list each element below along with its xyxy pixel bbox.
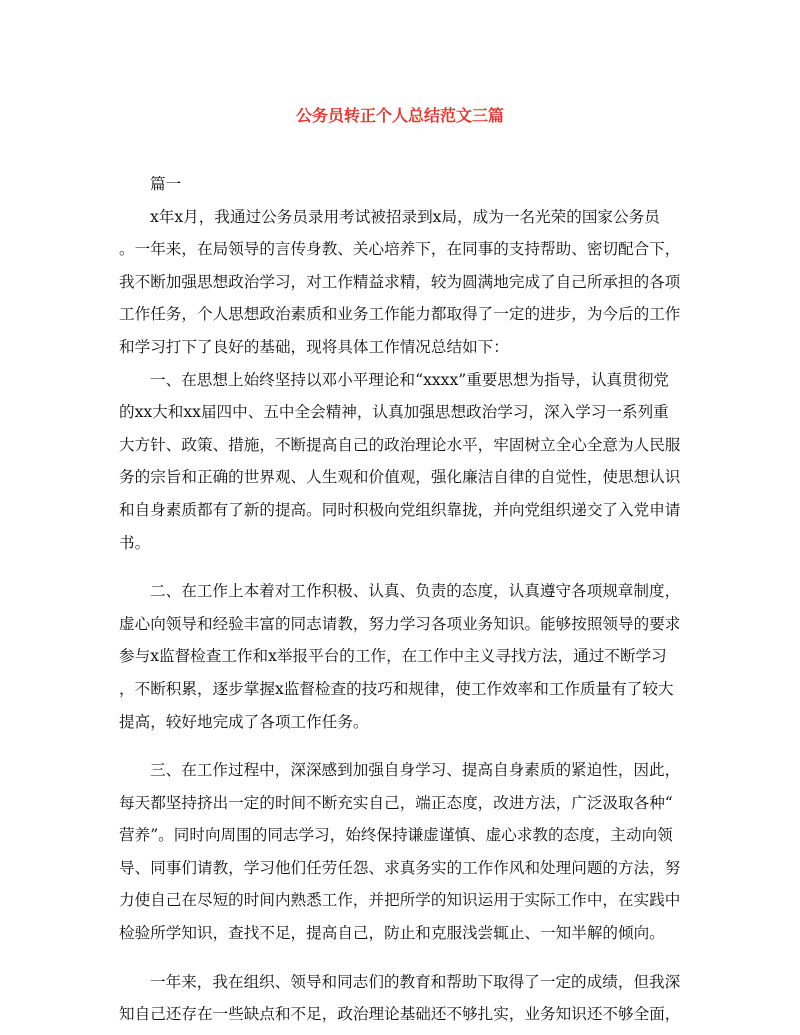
text-line: 虚心向领导和经验丰富的同志请教，努力学习各项业务知识。能够按照领导的要求 <box>119 614 681 633</box>
text-line: 三、在工作过程中，深深感到加强自身学习、提高自身素质的紧迫性，因此， <box>150 761 681 780</box>
text-line: 营养”。同时向周围的同志学习，始终保持谦虚谨慎、虚心求教的态度，主动向领 <box>119 826 673 845</box>
text-line: 大方针、政策、措施，不断提高自己的政治理论水平，牢固树立全心全意为人民服 <box>119 435 681 454</box>
text-line: 。一年来，在局领导的言传身教、关心培养下，在同事的支持帮助、密切配合下， <box>119 240 681 259</box>
text-line: x年x月，我通过公务员录用考试被招录到x局，成为一名光荣的国家公务员 <box>150 207 660 226</box>
text-line: 导、同事们请教，学习他们任劳任怨、求真务实的工作作风和处理问题的方法，努 <box>119 858 681 877</box>
text-line: 提高，较好地完成了各项工作任务。 <box>119 712 369 731</box>
text-line: 工作任务，个人思想政治素质和业务工作能力都取得了一定的进步，为今后的工作 <box>119 305 681 324</box>
text-line: ，不断积累，逐步掌握x监督检查的技巧和规律，使工作效率和工作质量有了较大 <box>119 679 674 698</box>
paragraph-gap <box>119 950 685 966</box>
text-line: 一年来，我在组织、领导和同志们的教育和帮助下取得了一定的成绩，但我深 <box>150 972 681 991</box>
text-line: 参与x监督检查工作和x举报平台的工作，在工作中主义寻找方法，通过不断学习 <box>119 647 667 666</box>
text-line: 我不断加强思想政治学习，对工作精益求精，较为圆满地完成了自己所承担的各项 <box>119 272 681 291</box>
text-line: 知自己还存在一些缺点和不足，政治理论基础还不够扎实，业务知识还不够全面， <box>119 1005 681 1024</box>
text-line: 书。 <box>119 533 151 552</box>
text-line: 和自身素质都有了新的提高。同时积极向党组织靠拢，并向党组织递交了入党申请 <box>119 500 681 519</box>
text-line: 务的宗旨和正确的世界观、人生观和价值观，强化廉洁自律的自觉性，使思想认识 <box>119 468 681 487</box>
text-line: 力使自己在尽短的时间内熟悉工作，并把所学的知识运用于实际工作中，在实践中 <box>119 891 681 910</box>
paragraph-gap <box>119 559 685 575</box>
text-line: 一、在思想上始终坚持以邓小平理论和“xxxx”重要思想为指导，认真贯彻党 <box>150 370 669 389</box>
text-line: 的xx大和xx届四中、五中全会精神，认真加强思想政治学习，深入学习一系列重 <box>119 403 669 422</box>
text-line: 每天都坚持挤出一定的时间不断充实自己，端正态度，改进方法，广泛汲取各种“ <box>119 793 673 812</box>
document-title: 公务员转正个人总结范文三篇 <box>295 106 504 125</box>
text-line: 篇一 <box>150 175 182 193</box>
text-line: 和学习打下了良好的基础，现将具体工作情况总结如下： <box>119 337 509 356</box>
text-line: 检验所学知识，查找不足，提高自己，防止和克服浅尝辄止、一知半解的倾向。 <box>119 924 665 943</box>
document-body <box>119 168 685 1031</box>
paragraph-gap <box>119 738 685 754</box>
text-line: 二、在工作上本着对工作积极、认真、负责的态度，认真遵守各项规章制度， <box>150 582 681 601</box>
